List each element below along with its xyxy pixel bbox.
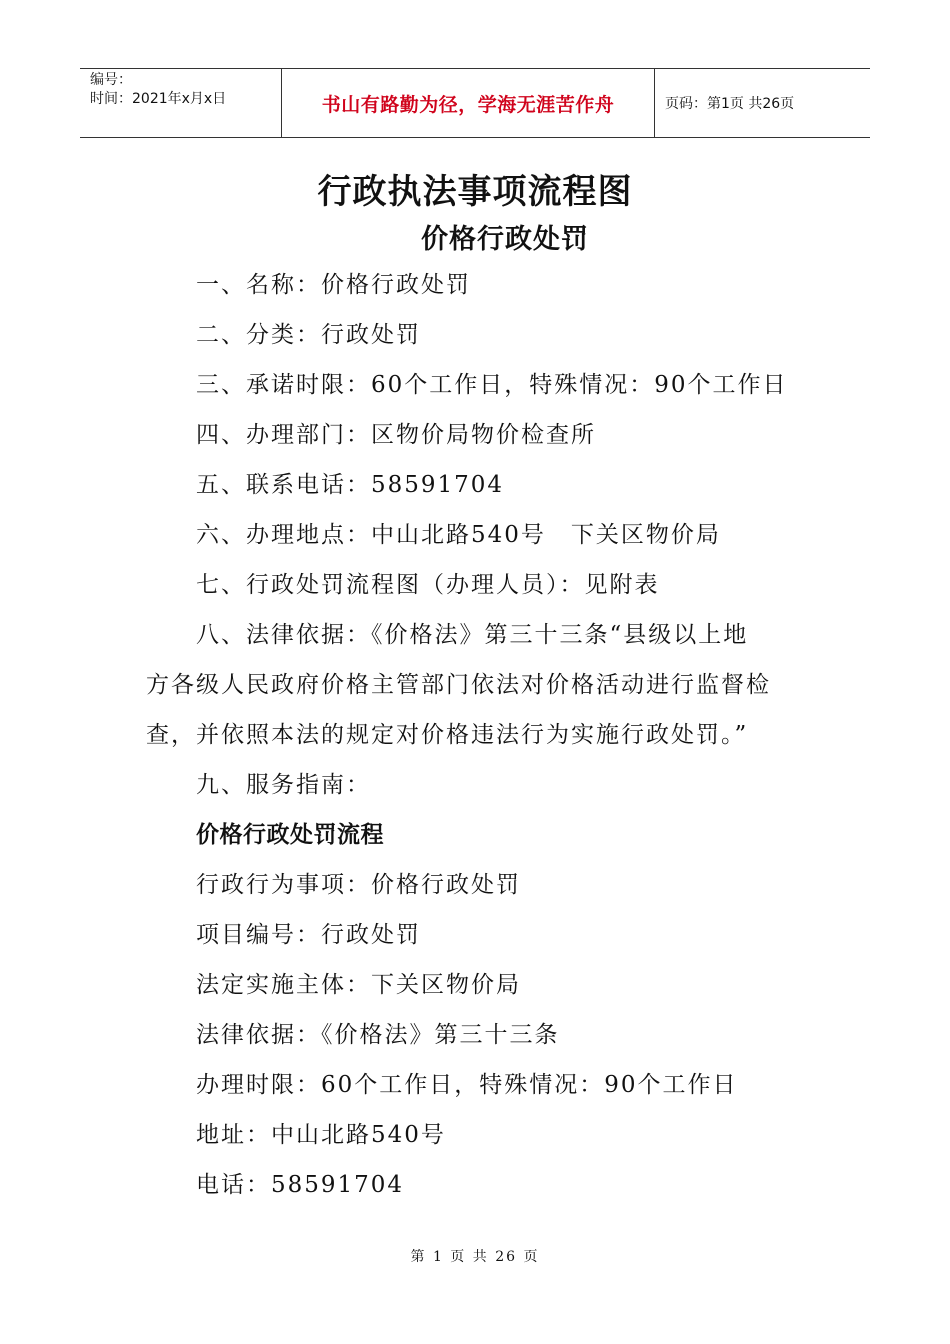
page-header bbox=[80, 68, 870, 138]
item-name: 一、名称：价格行政处罚 bbox=[196, 272, 471, 298]
detail-address: 地址：中山北路540号 bbox=[196, 1122, 446, 1148]
header-motto: 书山有路勤为径，学海无涯苦作舟 bbox=[282, 69, 655, 137]
item-department: 四、办理部门：区物价局物价检查所 bbox=[196, 422, 596, 448]
date-label: 时间：2021年x月x日 bbox=[90, 91, 227, 107]
item-category: 二、分类：行政处罚 bbox=[196, 322, 421, 348]
detail-authority: 法定实施主体：下关区物价局 bbox=[196, 972, 521, 998]
item-flowchart: 七、行政处罚流程图（办理人员）：见附表 bbox=[196, 572, 660, 598]
detail-project-number: 项目编号：行政处罚 bbox=[196, 922, 421, 948]
detail-phone: 电话：58591704 bbox=[196, 1172, 405, 1198]
code-label: 编号： bbox=[90, 72, 132, 88]
header-meta bbox=[80, 69, 282, 137]
detail-time-limit: 办理时限：60个工作日，特殊情况：90个工作日 bbox=[196, 1072, 738, 1098]
service-guide-label: 九、服务指南： bbox=[196, 772, 371, 798]
legal-basis-line-1: 八、法律依据：《价格法》第三十三条“县级以上地 bbox=[196, 622, 749, 648]
document-subtitle: 价格行政处罚 bbox=[421, 224, 589, 255]
process-heading: 价格行政处罚流程 bbox=[196, 822, 384, 848]
legal-basis-line-2: 方各级人民政府价格主管部门依法对价格活动进行监督检 bbox=[146, 672, 771, 698]
page-footer: 第 1 页 共 26 页 bbox=[410, 1249, 540, 1265]
item-phone: 五、联系电话：58591704 bbox=[196, 472, 505, 498]
header-page-info: 页码：第1页 共26页 bbox=[665, 96, 795, 112]
detail-legal-basis: 法律依据：《价格法》第三十三条 bbox=[196, 1022, 560, 1048]
legal-basis-line-3: 查，并依照本法的规定对价格违法行为实施行政处罚。” bbox=[146, 722, 749, 748]
item-time-limit: 三、承诺时限：60个工作日，特殊情况：90个工作日 bbox=[196, 372, 788, 398]
item-location: 六、办理地点：中山北路540号 下关区物价局 bbox=[196, 522, 721, 548]
document-title: 行政执法事项流程图 bbox=[317, 172, 633, 212]
detail-matter: 行政行为事项：价格行政处罚 bbox=[196, 872, 521, 898]
document-body bbox=[146, 260, 822, 1210]
